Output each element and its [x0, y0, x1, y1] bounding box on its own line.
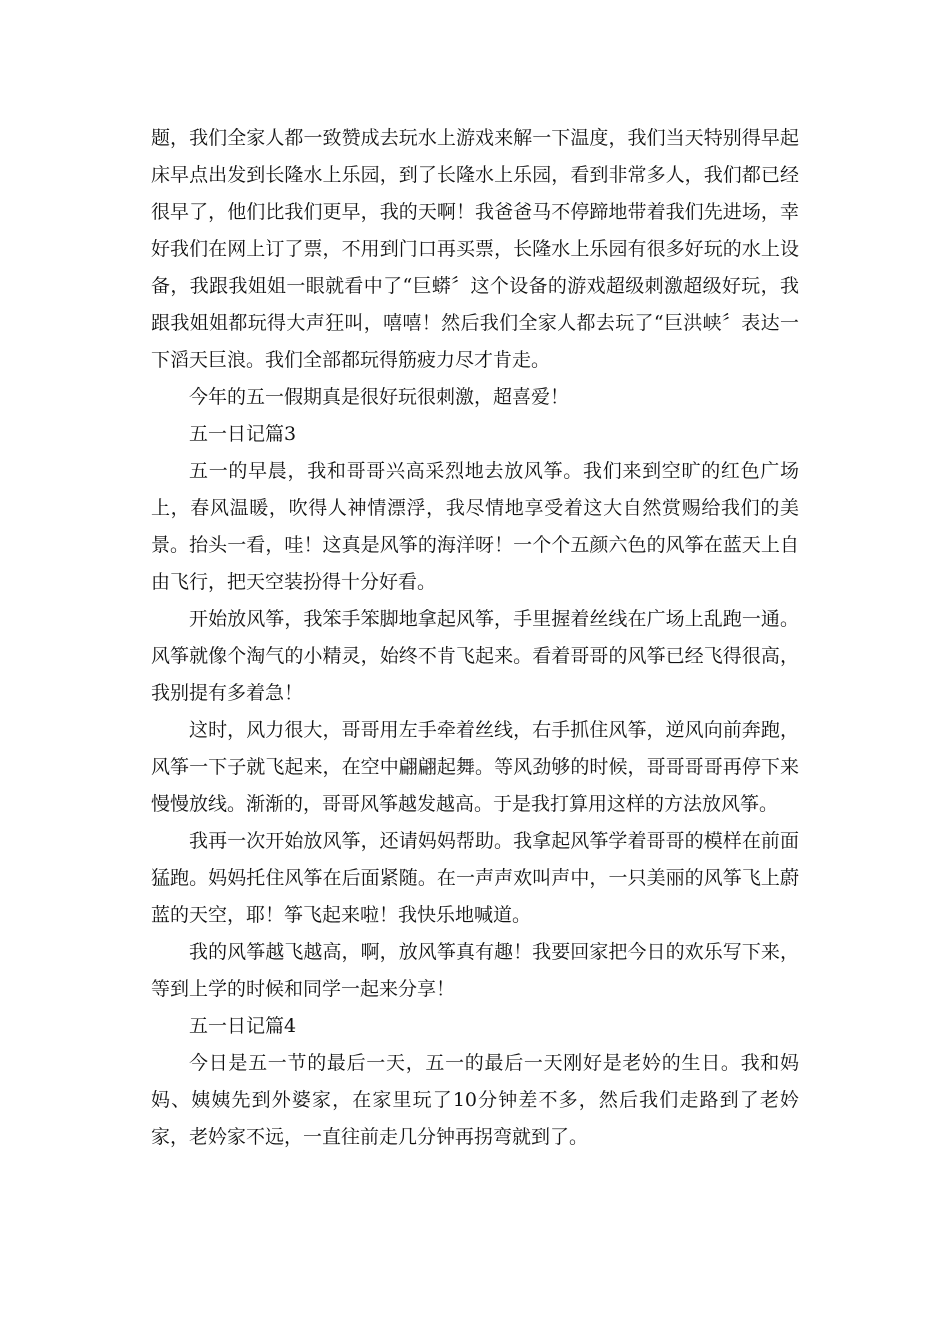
section-heading: 五一日记篇4	[189, 1015, 297, 1037]
document-body	[151, 120, 799, 1156]
paragraph: 我再一次开始放风筝，还请妈妈帮助。我拿起风筝学着哥哥的模样在前面猛跑。妈妈托住风筝在后面紧随。在一声声欢叫声中，一只美丽的风筝飞上蔚蓝的天空，耶！筝飞起来啦！我快乐地喊道。	[151, 830, 799, 926]
paragraph: 我的风筝越飞越高，啊，放风筝真有趣！我要回家把今日的欢乐写下来，等到上学的时候和同学一起来分享！	[151, 941, 799, 1000]
paragraph: 今日是五一节的最后一天，五一的最后一天刚好是老妗的生日。我和妈妈、姨姨先到外婆家，在家里玩了10分钟差不多，然后我们走路到了老妗家，老妗家不远，一直往前走几分钟再拐弯就到了。	[151, 1052, 799, 1148]
paragraph-continuation: 题，我们全家人都一致赞成去玩水上游戏来解一下温度，我们当天特别得早起床早点出发到长隆水上乐园，到了长隆水上乐园，看到非常多人，我们都已经很早了，他们比我们更早，我的天啊！我爸爸马不停蹄地带着我们先进场，幸好我们在网上订了票，不用到门口再买票，长隆水上乐园有很多好玩的水上设备，我跟我姐姐一眼就看中了“巨蟒〞这个设备的游戏超级刺激超级好玩，我跟我姐姐都玩得大声狂叫，嘻嘻！然后我们全家人都去玩了“巨洪峡〞表达一下滔天巨浪。我们全部都玩得筋疲力尽才肯走。	[151, 127, 799, 371]
paragraph: 这时，风力很大，哥哥用左手牵着丝线，右手抓住风筝，逆风向前奔跑，风筝一下子就飞起来，在空中翩翩起舞。等风劲够的时候，哥哥哥哥再停下来慢慢放线。渐渐的，哥哥风筝越发越高。于是我打算用这样的方法放风筝。	[151, 719, 799, 815]
section-heading: 五一日记篇3	[189, 423, 297, 445]
paragraph: 今年的五一假期真是很好玩很刺激，超喜爱！	[189, 386, 570, 408]
paragraph: 开始放风筝，我笨手笨脚地拿起风筝，手里握着丝线在广场上乱跑一通。风筝就像个淘气的小精灵，始终不肯飞起来。看着哥哥的风筝已经飞得很高，我别提有多着急！	[151, 608, 799, 704]
paragraph: 五一的早晨，我和哥哥兴高采烈地去放风筝。我们来到空旷的红色广场上，春风温暖，吹得人神情漂浮，我尽情地享受着这大自然赏赐给我们的美景。抬头一看，哇！这真是风筝的海洋呀！一个个五颜六色的风筝在蓝天上自由飞行，把天空装扮得十分好看。	[151, 460, 799, 593]
